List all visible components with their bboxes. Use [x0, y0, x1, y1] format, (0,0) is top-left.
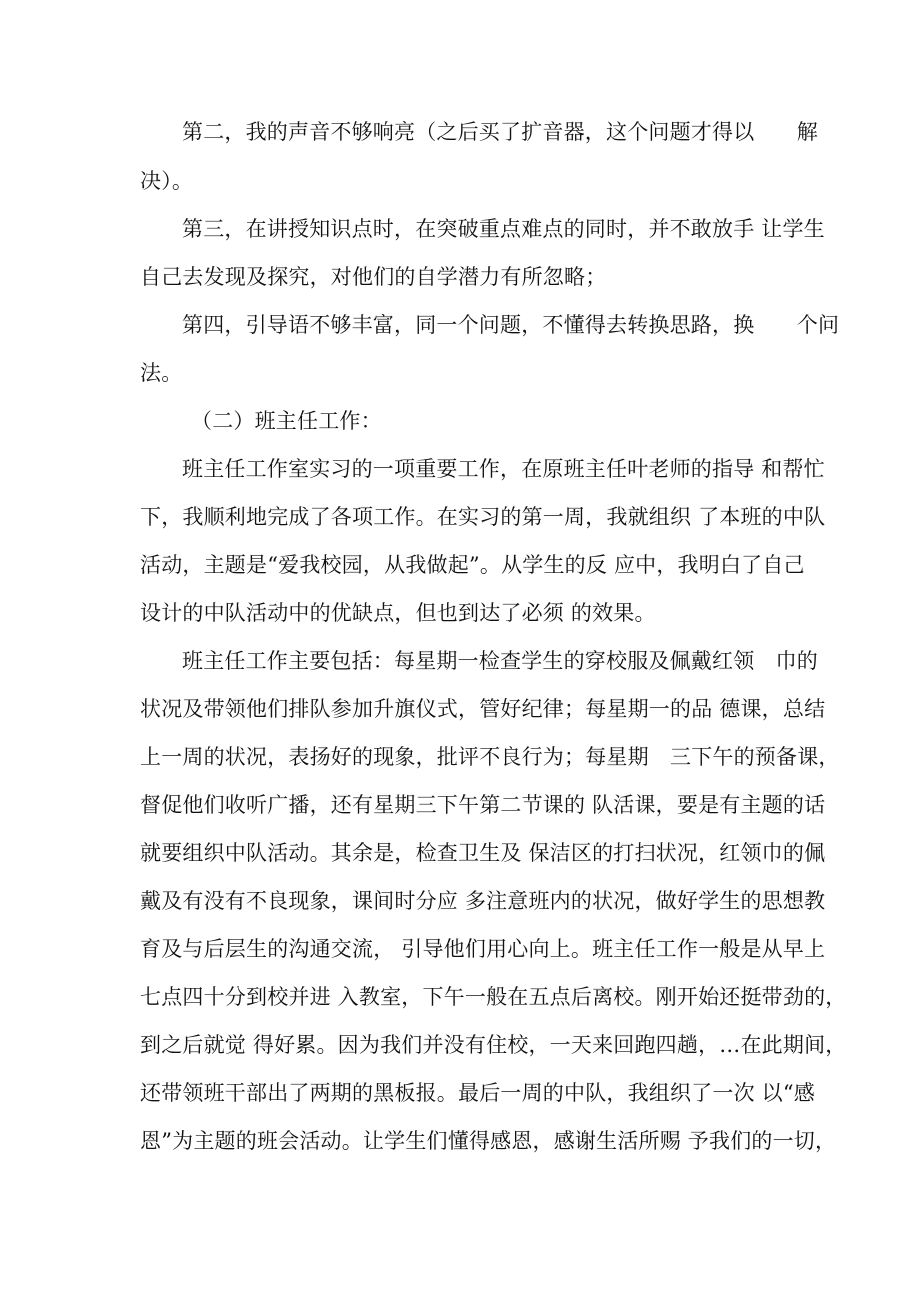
- paragraph-line: 七点四十分到校并进 入教室，下午一般在五点后离校。刚开始还挺带劲的，: [140, 985, 847, 1009]
- paragraph-line: 还带领班干部出了两期的黑板报。最后一周的中队，我组织了一次 以“感: [140, 1081, 816, 1105]
- paragraph-line: 第四，引导语不够丰富，同一个问题，不懂得去转换思路，换 个问: [182, 313, 840, 337]
- paragraph-line: 就要组织中队活动。其余是，检查卫生及 保洁区的打扫状况，红领巾的佩: [140, 841, 826, 865]
- paragraph-line: 法。: [140, 361, 183, 385]
- paragraph-line: 设计的中队活动中的优缺点，但也到达了必须 的效果。: [140, 601, 656, 625]
- paragraph-line: 恩”为主题的班会活动。让学生们懂得感恩，感谢生活所赐 予我们的一切，: [140, 1129, 837, 1153]
- paragraph-line: 决）。: [140, 169, 194, 193]
- paragraph-line: 状况及带领他们排队参加升旗仪式，管好纪律；每星期一的品 德课，总结: [140, 697, 826, 721]
- paragraph-line: 上一周的状况，表扬好的现象，批评不良行为；每星期 三下午的预备课，: [140, 745, 840, 769]
- paragraph-line: 下，我顺利地完成了各项工作。在实习的第一周，我就组织 了本班的中队: [140, 505, 826, 529]
- section-heading: （二）班主任工作：: [191, 409, 382, 433]
- paragraph-line: 育及与后层生的沟通交流， 引导他们用心向上。班主任工作一般是从早上: [140, 937, 826, 961]
- paragraph-line: 班主任工作主要包括：每星期一检查学生的穿校服及佩戴红领 巾的: [182, 649, 818, 673]
- paragraph-line: 自己去发现及探究，对他们的自学潜力有所忽略；: [140, 265, 607, 289]
- paragraph-line: 第三，在讲授知识点时，在突破重点难点的同时，并不敢放手 让学生: [182, 217, 825, 241]
- paragraph-line: 到之后就觉 得好累。因为我们并没有住校，一天来回跑四趟，…在此期间，: [140, 1033, 847, 1057]
- paragraph-line: 班主任工作室实习的一项重要工作，在原班主任叶老师的指导 和帮忙: [182, 457, 825, 481]
- paragraph-line: 戴及有没有不良现象，课间时分应 多注意班内的状况，做好学生的思想教: [140, 889, 826, 913]
- paragraph-line: 活动，主题是“爱我校园，从我做起”。从学生的反 应中，我明白了自己: [140, 553, 805, 577]
- paragraph-line: 督促他们收听广播，还有星期三下午第二节课的 队活课，要是有主题的话: [140, 793, 826, 817]
- paragraph-line: 第二，我的声音不够响亮（之后买了扩音器，这个问题才得以 解: [182, 120, 818, 144]
